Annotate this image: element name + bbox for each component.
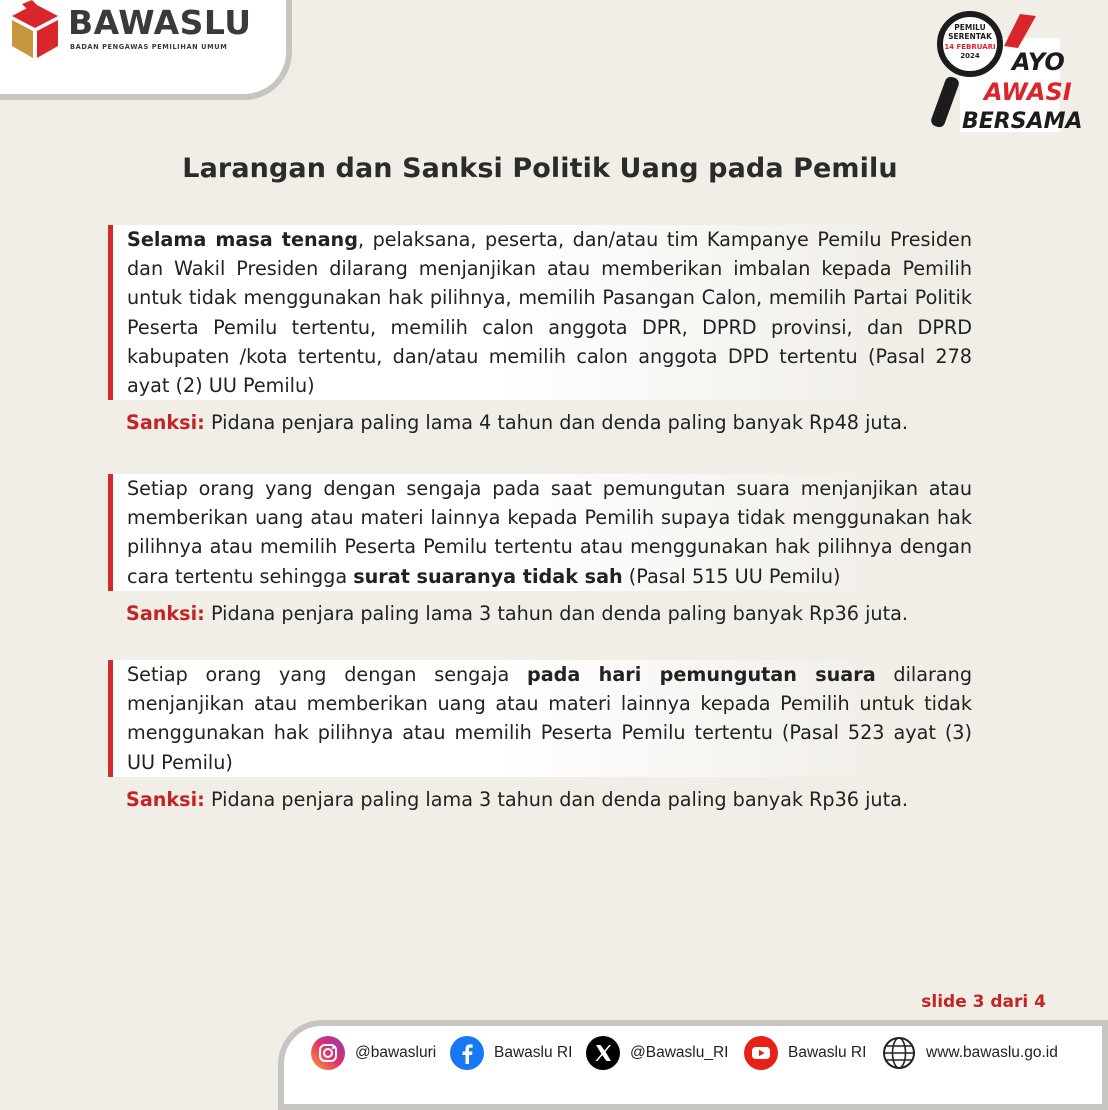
section-3-sanksi-label: Sanksi: [126, 787, 205, 811]
website-url: www.bawaslu.go.id [926, 1044, 1058, 1061]
section-1-sanksi-label: Sanksi: [126, 411, 205, 435]
section-1-sanksi-text: Pidana penjara paling lama 4 tahun dan denda paling banyak Rp48 juta. [204, 411, 908, 435]
section-1-paragraph [127, 225, 972, 400]
youtube-icon [744, 1036, 778, 1070]
section-2-quote [108, 474, 974, 591]
x-icon [586, 1036, 620, 1070]
badge-word2: AWASI [984, 78, 1072, 106]
section-3-quote [108, 660, 974, 777]
section-3-bold: pada hari pemungutan suara [526, 663, 876, 686]
section-2-paragraph [127, 474, 972, 591]
badge-line2: SERENTAK [948, 32, 992, 41]
instagram-handle: @bawasluri [355, 1044, 437, 1061]
section-1-quote [108, 225, 974, 400]
badge-date: 14 FEBRUARI [944, 43, 996, 51]
section-3 [108, 660, 974, 814]
section-2-text-before: Setiap orang yang dengan sengaja pada saat pemungutan suara menjanjikan atau memberikan uang atau materi lainnya kepada Pemilih supaya tidak menggunakan hak pilihnya atau memilih Peserta Pemilu tertentu atau menggunakan hak pilihnya dengan cara tertentu sehingga [127, 477, 972, 588]
badge-word1: AYO [1012, 48, 1065, 76]
slide-indicator: slide 3 dari 4 [921, 992, 1046, 1012]
youtube-handle: Bawaslu RI [788, 1044, 867, 1061]
x-link[interactable] [586, 1034, 728, 1072]
section-2-sanksi-text: Pidana penjara paling lama 3 tahun dan denda paling banyak Rp36 juta. [204, 601, 908, 625]
section-1-text: , pelaksana, peserta, dan/atau tim Kampanye Pemilu Presiden dan Wakil Presiden dilarang menjanjikan atau memberikan imbalan kepada Pemilih untuk tidak menggunakan hak pilihnya, memilih Pasangan Calon, memilih Partai Politik Peserta Pemilu tertentu, memilih calon anggota DPR, DPRD provinsi, dan DPRD kabupaten /kota tertentu, dan/atau memilih calon anggota DPD tertentu (Pasal 278 ayat (2) UU Pemilu) [127, 228, 973, 398]
section-2-sanksi [126, 599, 974, 628]
ayo-awasi-bersama-badge [932, 8, 1083, 136]
section-2-sanksi-label: Sanksi: [126, 601, 205, 625]
section-3-sanksi-text: Pidana penjara paling lama 3 tahun dan denda paling banyak Rp36 juta. [204, 787, 908, 811]
badge-word3: BERSAMA [962, 109, 1083, 134]
section-2-bold: surat suaranya tidak sah [353, 564, 623, 588]
section-2-text-after: (Pasal 515 UU Pemilu) [622, 564, 841, 588]
page-title: Larangan dan Sanksi Politik Uang pada Pemilu [182, 153, 898, 184]
section-2 [108, 474, 974, 628]
badge-line1: PEMILU [954, 23, 986, 32]
section-3-text-after: dilarang menjanjikan atau memberikan uang atau materi lainnya kepada Pemilih untuk tidak menggunakan hak pilihnya atau memilih Peserta Pemilu tertentu (Pasal 523 ayat (3) UU Pemilu) [127, 663, 973, 774]
section-1-bold-lead: Selama masa tenang [127, 228, 358, 251]
section-3-text-before: Setiap orang yang dengan sengaja [127, 663, 527, 686]
section-1 [108, 225, 974, 437]
website-link[interactable] [882, 1034, 1058, 1072]
section-3-sanksi [126, 785, 974, 814]
logo-subtitle: BADAN PENGAWAS PEMILIHAN UMUM [70, 43, 228, 51]
youtube-link[interactable] [744, 1034, 866, 1072]
instagram-link[interactable] [311, 1034, 436, 1072]
badge-year: 2024 [960, 52, 980, 60]
facebook-handle: Bawaslu RI [494, 1044, 573, 1061]
section-1-sanksi [126, 408, 974, 437]
header-logo-card [0, 0, 292, 100]
facebook-icon [450, 1036, 484, 1070]
globe-icon [882, 1036, 916, 1070]
logo-name: BAWASLU [68, 3, 252, 42]
facebook-link[interactable] [450, 1034, 572, 1072]
section-3-paragraph [127, 660, 972, 777]
bawaslu-logo-icon [8, 0, 62, 62]
x-handle: @Bawaslu_RI [630, 1044, 729, 1061]
instagram-icon [311, 1036, 345, 1070]
